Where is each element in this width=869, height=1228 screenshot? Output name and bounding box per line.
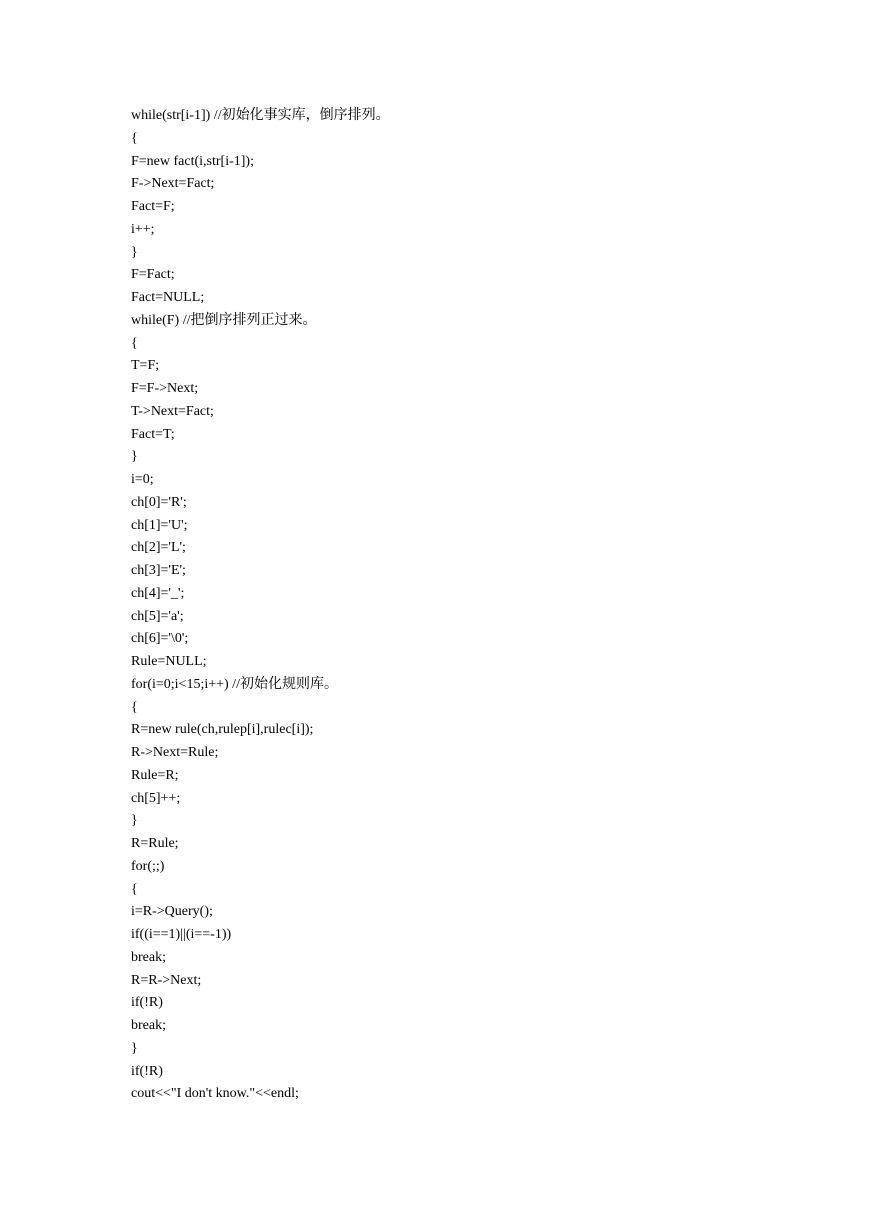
code-line: R=R->Next; — [131, 972, 202, 988]
code-line: { — [131, 881, 138, 897]
code-line: ch[5]='a'; — [131, 608, 184, 624]
code-line: Fact=NULL; — [131, 290, 205, 305]
code-line: if((i==1)||(i==-1)) — [131, 927, 232, 942]
code-line: ch[1]='U'; — [131, 517, 188, 533]
code-line: if(!R) — [131, 1063, 163, 1079]
code-line: break; — [131, 949, 166, 965]
code-line: T=F; — [131, 358, 160, 374]
code-line: while(F) //把倒序排列正过来。 — [131, 312, 317, 328]
code-line: } — [131, 244, 138, 260]
code-line: { — [131, 699, 138, 715]
code-line: for(i=0;i<15;i++) //初始化规则库。 — [131, 676, 338, 692]
code-line: Rule=R; — [131, 767, 179, 783]
code-listing — [131, 105, 390, 1106]
code-line: } — [131, 813, 138, 829]
code-line: i++; — [131, 221, 155, 237]
code-line: T->Next=Fact; — [131, 403, 214, 419]
code-line: F=new fact(i,str[i-1]); — [131, 153, 254, 169]
code-line: R->Next=Rule; — [131, 745, 219, 760]
code-line: ch[3]='E'; — [131, 563, 186, 578]
code-line: ch[0]='R'; — [131, 494, 187, 510]
code-line: for(;;) — [131, 858, 165, 874]
code-line: if(!R) — [131, 995, 163, 1011]
code-line: ch[6]='\0'; — [131, 631, 189, 647]
code-line: F=F->Next; — [131, 381, 199, 396]
code-line: R=new rule(ch,rulep[i],rulec[i]); — [131, 722, 314, 738]
code-line: F->Next=Fact; — [131, 176, 215, 192]
code-line: i=R->Query(); — [131, 904, 213, 920]
code-line: ch[5]++; — [131, 790, 181, 806]
code-line: Rule=NULL; — [131, 654, 207, 669]
code-line: ch[4]='_'; — [131, 585, 185, 601]
code-line: i=0; — [131, 472, 154, 487]
code-line: F=Fact; — [131, 267, 175, 283]
code-line: cout<<"I don't know."<<endl; — [131, 1086, 299, 1102]
code-line: break; — [131, 1018, 166, 1033]
code-line: { — [131, 130, 138, 146]
code-line: while(str[i-1]) //初始化事实库，倒序排列。 — [131, 108, 390, 123]
code-line: { — [131, 335, 138, 351]
code-line: Fact=T; — [131, 426, 175, 442]
code-line: R=Rule; — [131, 836, 179, 851]
code-line: } — [131, 449, 138, 465]
code-line: } — [131, 1040, 138, 1056]
code-line: ch[2]='L'; — [131, 540, 186, 556]
code-line: Fact=F; — [131, 199, 175, 214]
